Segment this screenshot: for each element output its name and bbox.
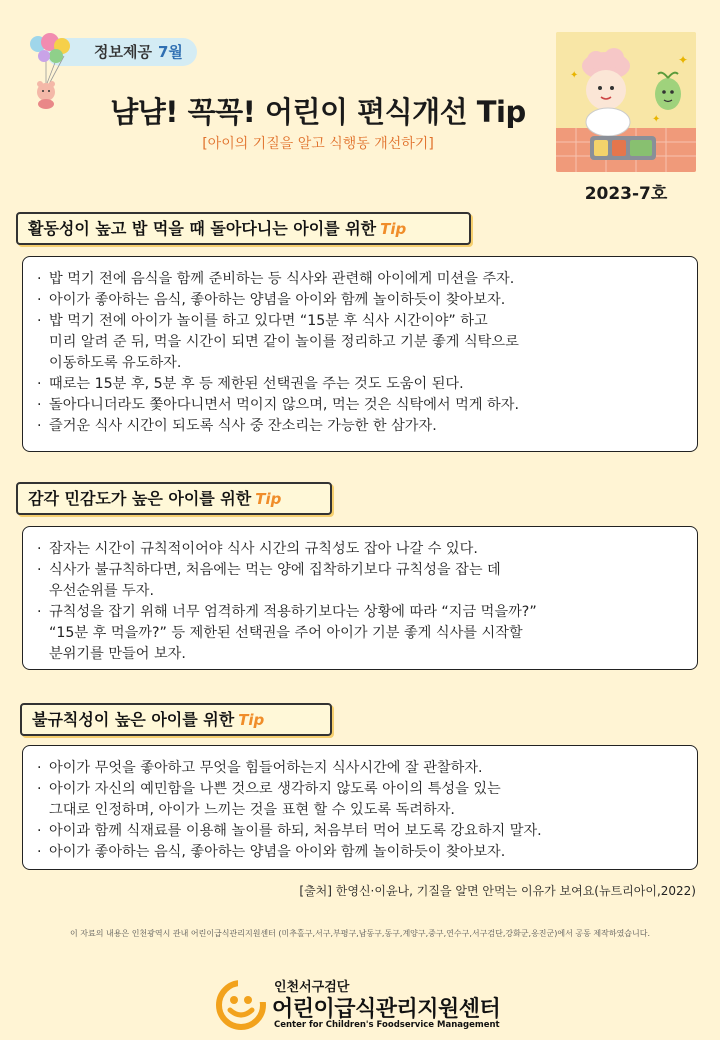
list-item: · 밥 먹기 전에 아이가 놀이를 하고 있다면 “15분 후 식사 시간이야” 하고 미리 알려 준 뒤, 먹을 시간이 되면 같이 놀이를 정리하고 기분 좋게 식탁으로 이동하도록 유도하자. <box>37 311 685 374</box>
list-item: · 잠자는 시간이 규칙적이어야 식사 시간의 규칙성도 잡아 나갈 수 있다. <box>37 539 685 560</box>
footer-note: 이 자료의 내용은 인천광역시 관내 어린이급식관리지원센터 (미추홀구,서구,부평구,남동구,동구,계양구,중구,연수구,서구검단,강화군,옹진군)에서 공동 제작하였습니다. <box>69 929 651 938</box>
list-item: · 아이가 자신의 예민함을 나쁜 것으로 생각하지 않도록 아이의 특성을 있는 그대로 인정하며, 아이가 느끼는 것을 표현 할 수 있도록 독려하자. <box>37 779 685 821</box>
section-heading-sensitivity: 감각 민감도가 높은 아이를 위한 Tip <box>16 482 332 515</box>
list-item: · 때로는 15분 후, 5분 후 등 제한된 선택권을 주는 것도 도움이 된다. <box>37 374 685 395</box>
badge-label: 정보제공 7월 <box>46 38 197 66</box>
source-citation: [출처] 한영신·이윤나, 기질을 알면 안먹는 이유가 보여요(뉴트리아이,2022) <box>299 884 696 898</box>
issue-number: 2023-7호 <box>584 184 668 204</box>
list-item: · 밥 먹기 전에 음식을 함께 준비하는 등 식사와 관련해 아이에게 미션을 주자. <box>37 269 685 290</box>
list-item: · 아이가 좋아하는 음식, 좋아하는 양념을 아이와 함께 놀이하듯이 찾아보자. <box>37 290 685 311</box>
child-eating-illustration <box>556 32 696 172</box>
logo-name: 어린이급식관리지원센터 <box>272 997 501 1022</box>
center-logo <box>216 976 516 1032</box>
list-item: · 아이가 좋아하는 음식, 좋아하는 양념을 아이와 함께 놀이하듯이 찾아보자. <box>37 842 685 863</box>
logo-region: 인천서구검단 <box>274 980 350 995</box>
tips-box-activity <box>22 256 698 452</box>
list-item: · 돌아다니더라도 쫓아다니면서 먹이지 않으며, 먹는 것은 식탁에서 먹게 하자. <box>37 395 685 416</box>
list-item: · 규칙성을 잡기 위해 너무 엄격하게 적용하기보다는 상황에 따라 “지금 먹을까?” “15분 후 먹을까?” 등 제한된 선택권을 주어 아이가 기분 좋게 식사를 시작할 분위기를 만들어 보자. <box>37 602 685 665</box>
tip-label: Tip <box>380 220 407 238</box>
balloon-bear-icon <box>16 30 96 110</box>
logo-english: Center for Children's Foodservice Management <box>274 1020 500 1030</box>
svg-text:✦: ✦ <box>678 53 689 67</box>
tips-box-irregularity <box>22 745 698 870</box>
badge-month: 7월 <box>157 43 183 61</box>
list-item: · 즐거운 식사 시간이 되도록 식사 중 잔소리는 가능한 한 삼가자. <box>37 416 685 437</box>
tips-box-sensitivity <box>22 526 698 670</box>
smile-logo-icon <box>216 980 266 1030</box>
list-item: · 아이과 함께 식재료를 이용해 놀이를 하되, 처음부터 먹어 보도록 강요하지 말자. <box>37 821 685 842</box>
page-title: 냠냠! 꼭꼭! 어린이 편식개선 Tip <box>110 95 526 129</box>
list-item: · 아이가 무엇을 좋아하고 무엇을 힘들어하는지 식사시간에 잘 관찰하자. <box>37 758 685 779</box>
svg-text:✦: ✦ <box>570 70 579 81</box>
svg-text:✦: ✦ <box>652 114 661 125</box>
tip-label: Tip <box>255 490 282 508</box>
tip-label: Tip <box>238 711 265 729</box>
section-heading-activity: 활동성이 높고 밥 먹을 때 돌아다니는 아이를 위한 Tip <box>16 212 471 245</box>
list-item: · 식사가 불규칙하다면, 처음에는 먹는 양에 집착하기보다 규칙성을 잡는 데 우선순위를 두자. <box>37 560 685 602</box>
section-heading-irregularity: 불규칙성이 높은 아이를 위한 Tip <box>20 703 332 736</box>
page-subtitle: [아이의 기질을 알고 식행동 개선하기] <box>202 136 434 152</box>
